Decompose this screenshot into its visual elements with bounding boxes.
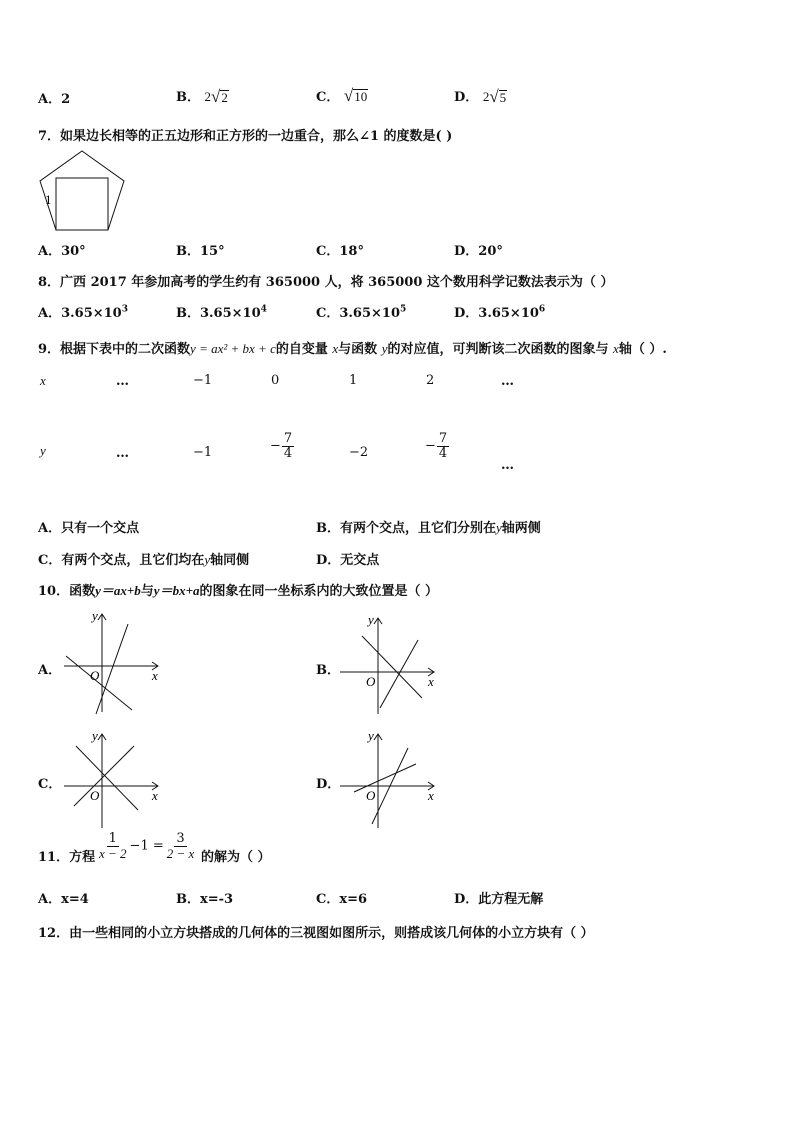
q9-x-header: x [40,373,46,388]
svg-text:x: x [428,788,434,803]
q9-x-cell: −1 [193,373,213,388]
q10-graph-c [60,726,164,830]
q9-x-cell: … [116,374,129,389]
q7-option-b: B．15° [176,244,225,259]
q8-option-c: C．$3.65\times 10^5$ [316,304,407,321]
svg-text:O: O [90,788,100,803]
q9-y-cell-frac1: − $\frac{7}{4}$ [270,431,293,461]
q10-graph-d [336,726,440,830]
q9-x-cell: 2 [426,373,435,388]
q10-label-a: A． [38,663,62,678]
q11-option-c: C．x=6 [316,892,368,907]
q6-option-a: A．2 [38,92,71,107]
q7-option-d: D．20° [454,244,503,259]
q10-label-b: B． [316,663,340,678]
q10-label-d: D． [316,777,341,792]
q9-option-c: C．有两个交点，且它们均在y轴同侧 [38,552,250,568]
q11-option-d: D．此方程无解 [454,892,544,907]
svg-text:O: O [366,674,376,689]
q10-stem: 10．函数y＝ax+b与y＝bx+a的图象在同一坐标系内的大致位置是（ ） [38,583,439,599]
q11-option-b: B．x=-3 [176,892,234,907]
q9-stem: 9．根据下表中的二次函数y = ax² + bx + c的自变量 x与函数 y的对应值，可判断该二次函数的图象与 x轴（ ）. [38,341,667,357]
q8-option-a: A．$3.65\times 10^3$ [38,304,128,321]
q9-y-cell: … [501,458,514,473]
q10-label-c: C． [38,777,62,792]
svg-text:x: x [152,788,158,803]
q6-option-c: C． √ 10 [316,86,368,105]
svg-text:y: y [368,728,374,743]
q11-label: 11．方程 [38,850,96,865]
q9-x-cell: … [501,374,514,389]
q9-x-cell: 1 [349,373,358,388]
q9-option-d: D．无交点 [316,553,380,568]
q10-graph-b [336,610,440,716]
svg-text:y: y [368,612,374,627]
q6-option-b: B． 2 √ 2 [176,87,228,106]
q11-stem-end: 的解为（ ） [201,850,271,865]
q9-formula: y = ax² + bx + c [190,341,276,356]
svg-text:O: O [90,668,100,683]
q8-option-b: B．$3.65\times 10^4$ [176,304,267,321]
q10-graph-a [60,606,164,716]
q9-option-a: A．只有一个交点 [38,521,140,536]
q9-y-cell: −1 [193,445,213,460]
q9-y-cell-frac2: − $\frac{7}{4}$ [425,431,448,461]
q7-option-c: C．18° [316,244,364,259]
svg-text:O: O [366,788,376,803]
q7-stem: 7．如果边长相等的正五边形和正方形的一边重合，那么∠1 的度数是( ) [38,129,453,144]
q7-pentagon-figure [36,148,128,234]
q11-option-a: A．x=4 [38,892,89,907]
q7-angle-label: 1 [45,192,52,207]
q7-option-a: A．30° [38,244,86,259]
q12-stem: 12．由一些相同的小立方块搭成的几何体的三视图如图所示，则搭成该几何体的小立方块有（ ） [38,926,594,941]
q11-equation: $\frac{1}{x - 2}$ −1 = $\frac{3}{2 - x}$ [99,831,195,861]
svg-text:x: x [152,668,158,683]
q6-option-d: D． 2 √ 5 [454,87,507,106]
q8-option-d: D．$3.65\times 10^6$ [454,304,546,321]
svg-text:x: x [428,674,434,689]
q8-stem: 8．广西 2017 年参加高考的学生约有 365000 人，将 365000 这个数用科学记数法表示为（ ） [38,275,614,290]
q9-y-header: y [40,443,46,458]
q6-b-radical: 2 √ 2 [204,87,228,106]
svg-text:y: y [92,728,98,743]
q6-d-radical: 2 √ 5 [482,87,507,106]
q6-c-radical: √ 10 [343,86,368,105]
q9-x-cell: 0 [271,373,280,388]
q9-option-b: B．有两个交点，且它们分别在y轴两侧 [316,520,541,536]
q9-y-cell: … [116,446,129,461]
svg-text:y: y [92,608,98,623]
q9-y-cell: −2 [349,445,369,460]
